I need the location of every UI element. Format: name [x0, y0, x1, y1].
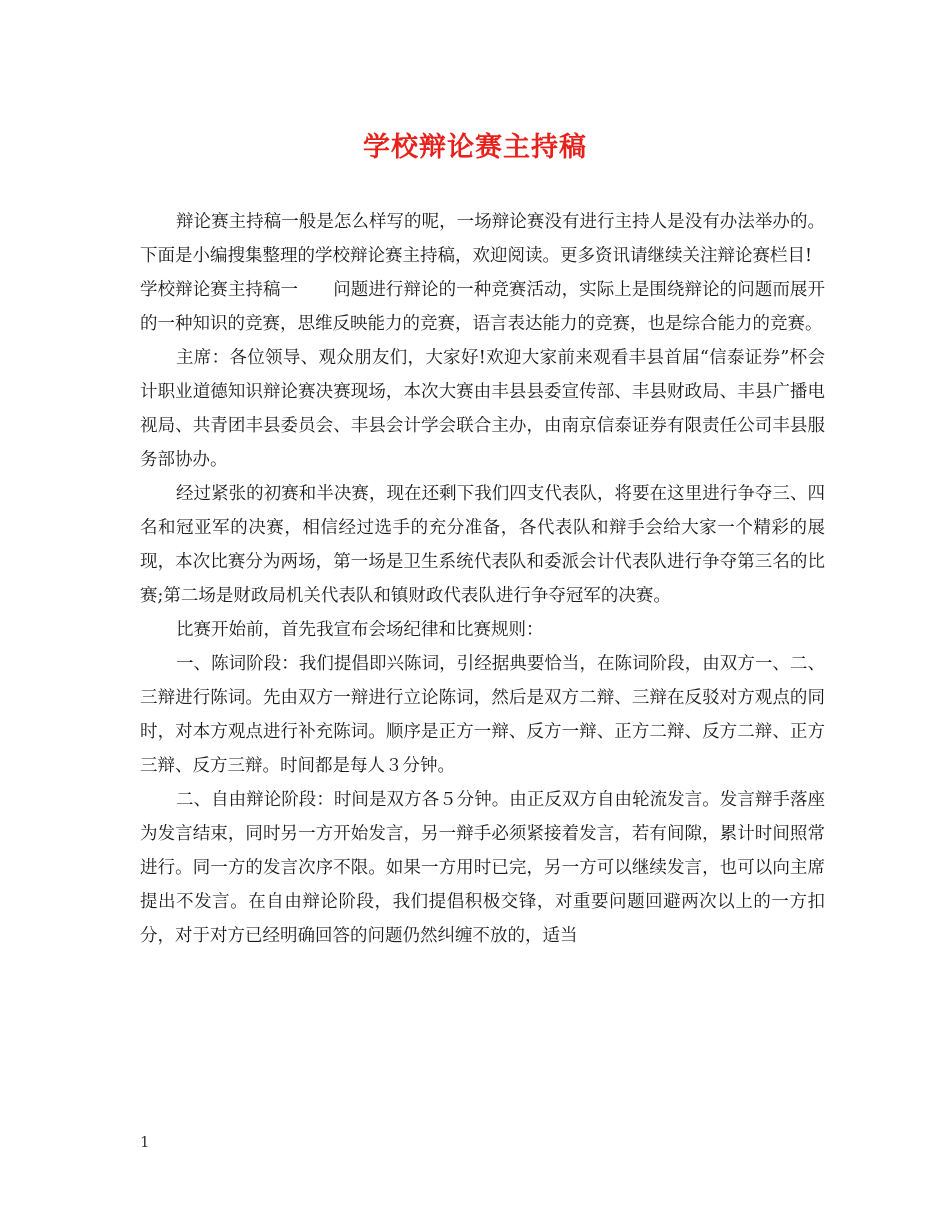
paragraph-rule-free-debate-stage: 二、自由辩论阶段：时间是双方各５分钟。由正反双方自由轮流发言。发言辩手落座为发言结束，同时另一方开始发言，另一辩手必须紧接着发言，若有间隙，累计时间照常进行。同一方的发言次序不限。如果一方用时已完，另一方可以继续发言，也可以向主席提出不发言。在自由辩论阶段，我们提倡积极交锋，对重要问题回避两次以上的一方扣分，对于对方已经明确回答的问题仍然纠缠不放的，适当 — [140, 790, 825, 946]
document-title: 学校辩论赛主持稿 — [363, 132, 587, 163]
paragraph-intro: 辩论赛主持稿一般是怎么样写的呢，一场辩论赛没有进行主持人是没有办法举办的。下面是小编搜集整理的学校辩论赛主持稿，欢迎阅读。更多资讯请继续关注辩论赛栏目! — [140, 212, 825, 266]
paragraph-rule-statement-stage: 一、陈词阶段：我们提倡即兴陈词，引经据典要恰当，在陈词阶段，由双方一、二、三辩进行陈词。先由双方一辩进行立论陈词，然后是双方二辩、三辩在反驳对方观点的同时，对本方观点进行补充陈词。顺序是正方一辩、反方一辩、正方二辩、反方二辩、正方三辩、反方三辩。时间都是每人３分钟。 — [140, 654, 825, 776]
paragraph-section-one: 学校辩论赛主持稿一 问题进行辩论的一种竞赛活动，实际上是围绕辩论的问题而展开的一种知识的竞赛，思维反映能力的竞赛，语言表达能力的竞赛，也是综合能力的竞赛。 — [140, 280, 825, 334]
paragraph-rules-intro: 比赛开始前，首先我宣布会场纪律和比赛规则： — [176, 620, 544, 640]
page-number: 1 — [140, 1133, 150, 1151]
paragraph-finals-overview: 经过紧张的初赛和半决赛，现在还剩下我们四支代表队，将要在这里进行争夺三、四名和冠亚军的决赛，相信经过选手的充分准备，各代表队和辩手会给大家一个精彩的展现，本次比赛分为两场，第一场是卫生系统代表队和委派会计代表队进行争夺第三名的比赛;第二场是财政局机关代表队和镇财政代表队进行争夺冠军的决赛。 — [140, 484, 825, 606]
paragraph-chair-opening: 主席：各位领导、观众朋友们，大家好!欢迎大家前来观看丰县首届“信泰证券”杯会计职业道德知识辩论赛决赛现场，本次大赛由丰县县委宣传部、丰县财政局、丰县广播电视局、共青团丰县委员会、丰县会计学会联合主办，由南京信泰证券有限责任公司丰县服务部协办。 — [140, 348, 825, 470]
document-body — [140, 205, 825, 953]
